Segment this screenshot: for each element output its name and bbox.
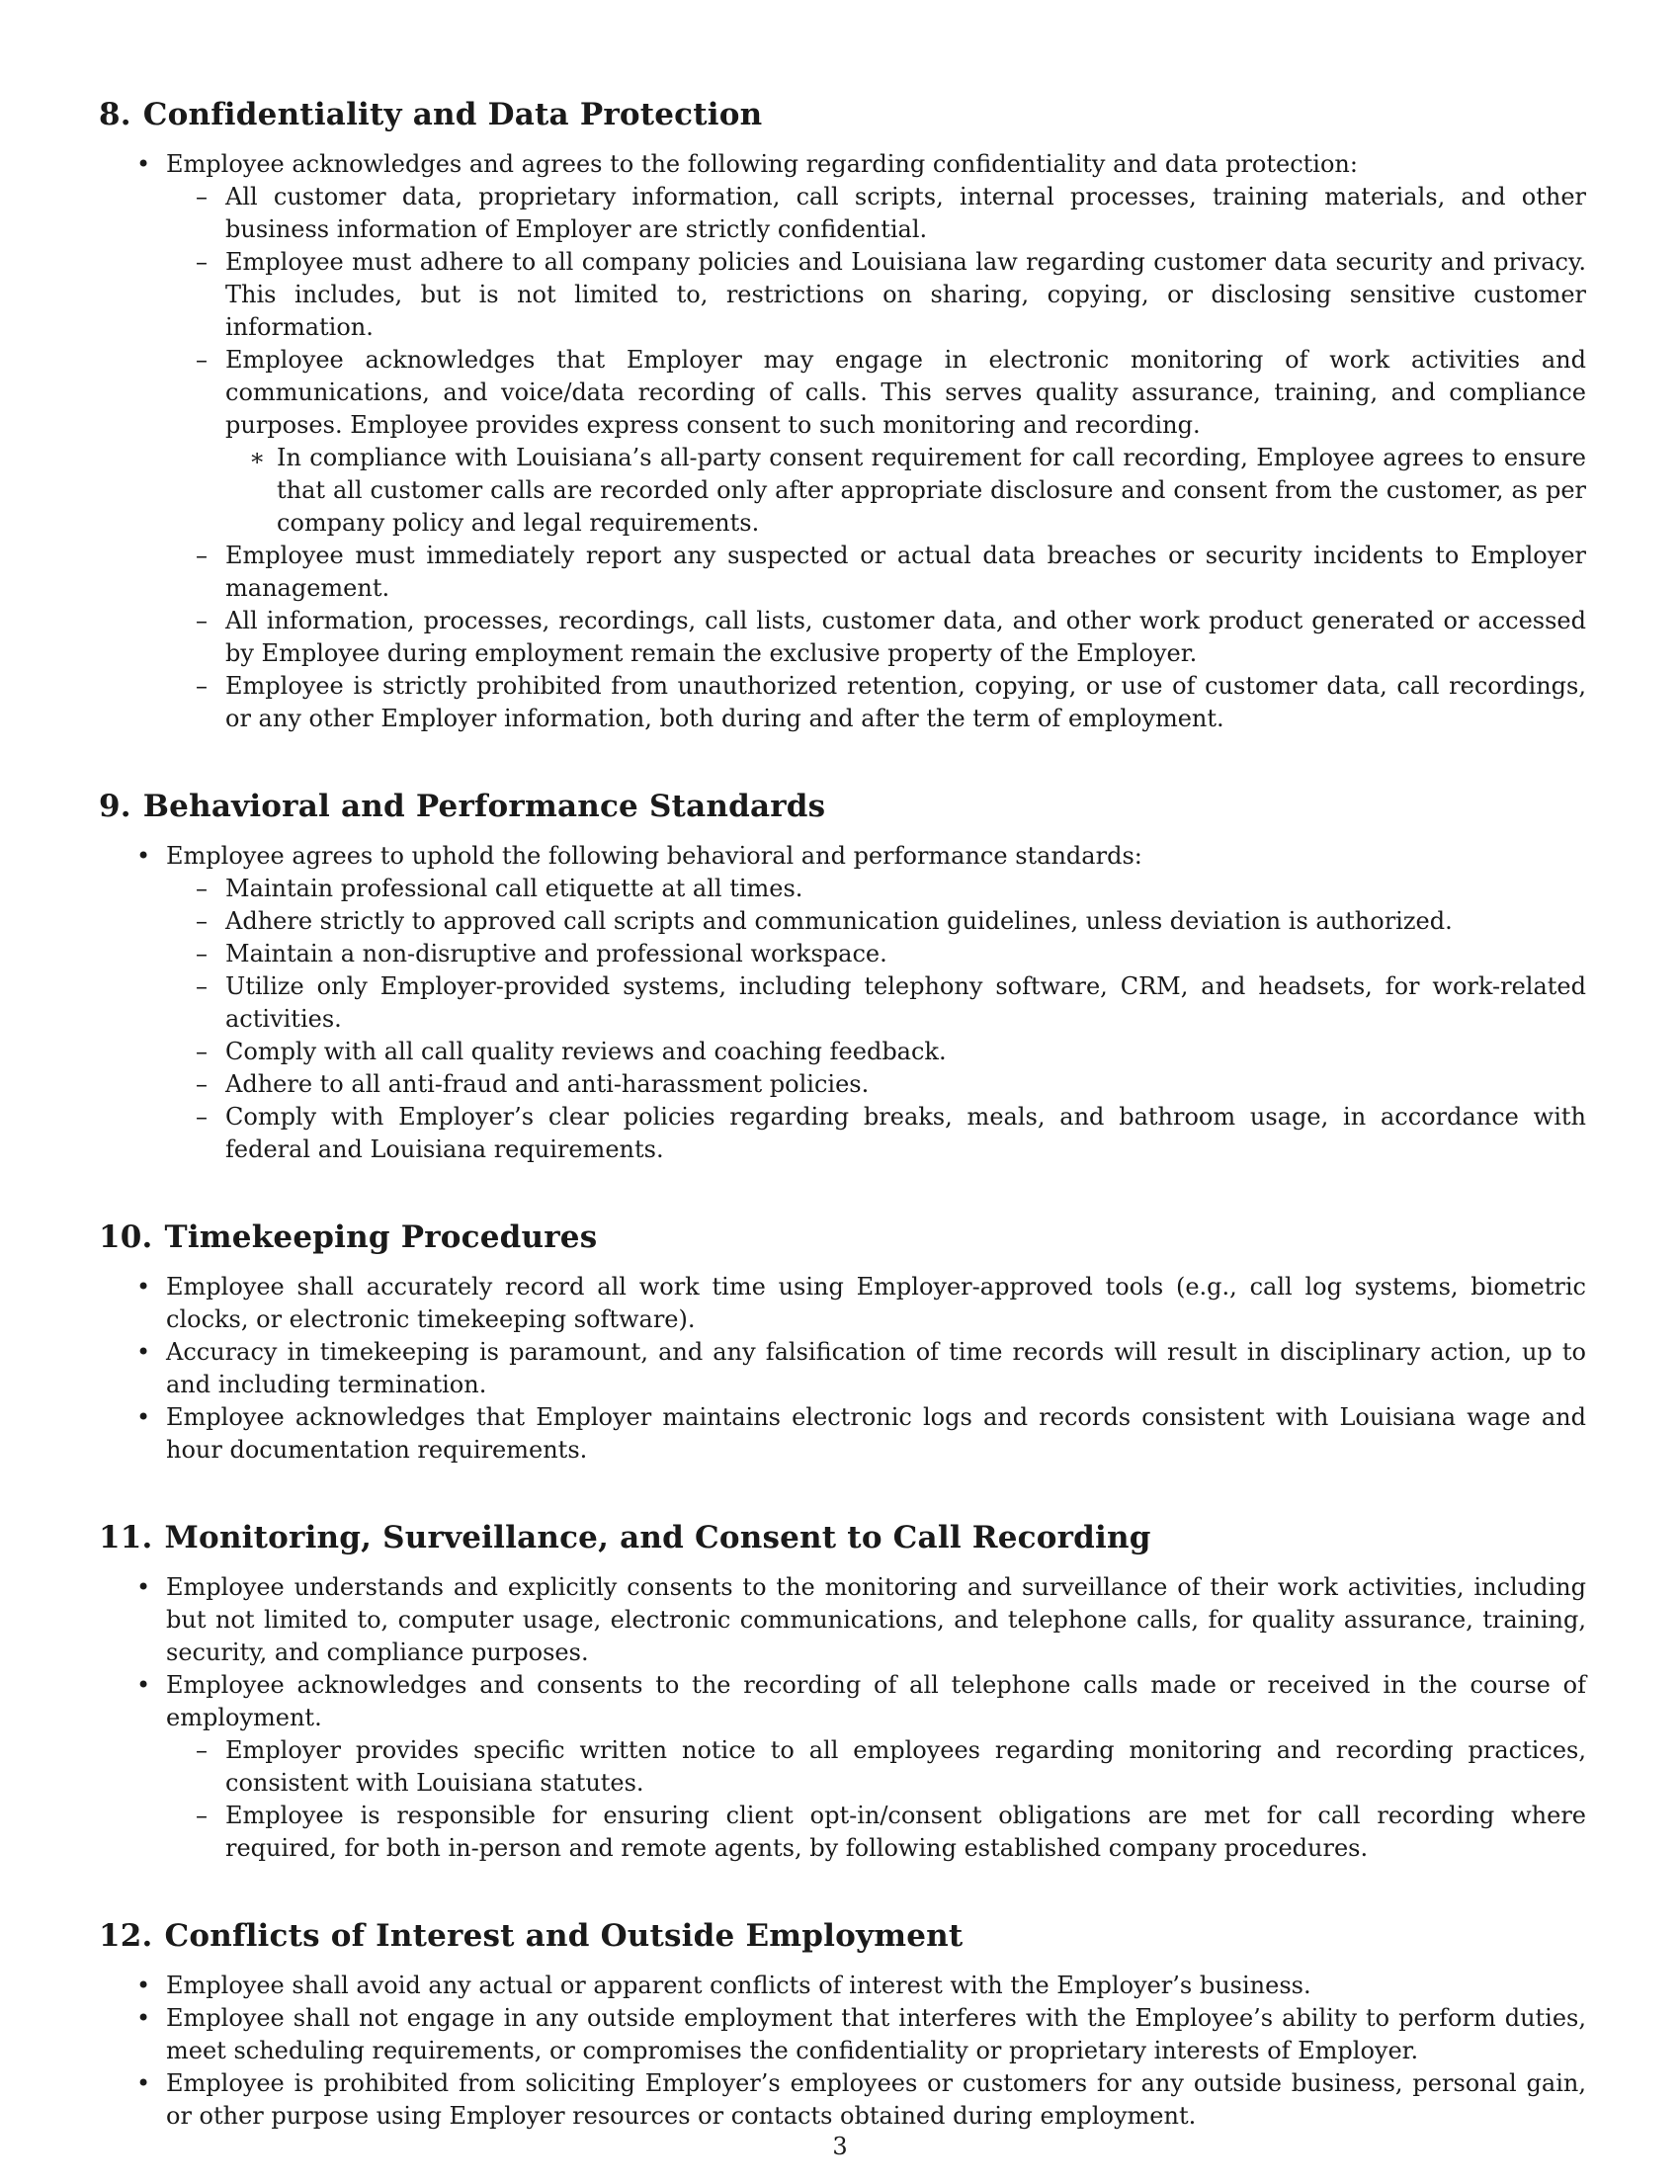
sub-list-item: – Employer provides specific written notice to all employees regarding monitoring and recording practices, consistent with Louisiana statutes. [166,1734,1586,1800]
bullet-list [99,840,1586,1166]
section-heading: 10. Timekeeping Procedures [99,1219,598,1255]
list-item: • Employee shall accurately record all work time using Employer-approved tools (e.g., call log systems, biometric clocks, or electronic timekeeping software). [99,1271,1586,1336]
section-heading: 8. Confidentiality and Data Protection [99,97,763,132]
sub-list-item: – Maintain professional call etiquette at all times. [166,873,1586,905]
document-page [99,95,1586,2184]
page-number: 3 [832,2133,848,2160]
list-item: • Employee acknowledges that Employer maintains electronic logs and records consistent with Louisiana wage and hour documentation requirements. [99,1401,1586,1467]
sub-list-item: – Employee acknowledges that Employer may engage in electronic monitoring of work activities and communications, and voice/data recording of calls. This serves quality assurance, training, and compliance purposes. Employee provides express consent to such monitoring and recording. ∗ In compliance with Louisiana’s all-party consent requirement for call recording, Employee agrees to ensure that all customer calls are recorded only after appropriate disclosure and consent from the customer, as per company policy and legal requirements. [166,344,1586,540]
sub-list-item: – Utilize only Employer-provided systems, including telephony software, CRM, and headsets, for work-related activities. [166,970,1586,1036]
section-heading: 12. Conflicts of Interest and Outside Employment [99,1918,964,1954]
sub-list-item: – Adhere strictly to approved call scripts and communication guidelines, unless deviation is authorized. [166,905,1586,938]
section-8 [99,95,1586,735]
sub-list [166,873,1586,1166]
section-9 [99,787,1586,1166]
sub-list-item: – Employee is strictly prohibited from unauthorized retention, copying, or use of customer data, call recordings, or any other Employer information, both during and after the term of employment. [166,670,1586,735]
sub-list-item: – All information, processes, recordings, call lists, customer data, and other work product generated or accessed by Employee during employment remain the exclusive property of the Employer. [166,605,1586,670]
bullet-list [99,1271,1586,1467]
sub-list-item: – Employee is responsible for ensuring client opt-in/consent obligations are met for call recording where required, for both in-person and remote agents, by following established company procedures. [166,1800,1586,1865]
sub-list-item: – All customer data, proprietary information, call scripts, internal processes, training materials, and other business information of Employer are strictly confidential. [166,181,1586,246]
sub-list-item: – Employee must immediately report any suspected or actual data breaches or security incidents to Employer management. [166,540,1586,605]
sub-list-item: – Comply with Employer’s clear policies regarding breaks, meals, and bathroom usage, in accordance with federal and Louisiana requirements. [166,1101,1586,1166]
list-item: • Employee acknowledges and consents to the recording of all telephone calls made or received in the course of employment. – Employer provides specific written notice to all employees regarding monitoring and recording practices, consistent with Louisiana statutes. – Employee is responsible for ensuring client opt-in/consent obligations are met for call recording where required, for both in-person and remote agents, by following established company procedures. [99,1669,1586,1865]
section-12 [99,1916,1586,2133]
sub-list-item: – Adhere to all anti-fraud and anti-harassment policies. [166,1068,1586,1101]
sub-list-item: – Maintain a non-disruptive and professional workspace. [166,938,1586,970]
sub-list-item: – Employee must adhere to all company policies and Louisiana law regarding customer data security and privacy. This includes, but is not limited to, restrictions on sharing, copying, or disclosing sensitive customer information. [166,246,1586,344]
list-item: • Employee shall not engage in any outside employment that interferes with the Employee’s ability to perform duties, meet scheduling requirements, or compromises the confidentiality or proprietary interests of Employer. [99,2002,1586,2067]
list-item: • Accuracy in timekeeping is paramount, and any falsification of time records will result in disciplinary action, up to and including termination. [99,1336,1586,1401]
list-item: • Employee understands and explicitly consents to the monitoring and surveillance of their work activities, including but not limited to, computer usage, electronic communications, and telephone calls, for quality assurance, training, security, and compliance purposes. [99,1571,1586,1669]
list-item: • Employee agrees to uphold the following behavioral and performance standards: – Maintain professional call etiquette at all times. – Adhere strictly to approved call scripts and communication guidelines, unless deviation is authorized. – Maintain a non-disruptive and professional workspace. – Utilize only Employer-provided systems, including telephony software, CRM, and headsets, for work-related activities. – Comply with all call quality reviews and coaching feedback. – Adhere to all anti-fraud and anti-harassment policies. – Comply with Employer’s clear policies regarding breaks, meals, and bathroom usage, in accordance with federal and Louisiana requirements. [99,840,1586,1166]
bullet-list [99,1571,1586,1865]
list-item: • Employee shall avoid any actual or apparent conflicts of interest with the Employer’s business. [99,1970,1586,2002]
bullet-list [99,1970,1586,2133]
section-heading: 11. Monitoring, Surveillance, and Consent to Call Recording [99,1520,1151,1555]
sub-list [166,181,1586,735]
sub-list [166,1734,1586,1865]
sub-sub-list-item: ∗ In compliance with Louisiana’s all-party consent requirement for call recording, Employee agrees to ensure that all customer calls are recorded only after appropriate disclosure and consent from the customer, as per company policy and legal requirements. [225,442,1586,540]
sub-sub-list [225,442,1586,540]
bullet-list [99,148,1586,735]
list-item: • Employee is prohibited from soliciting Employer’s employees or customers for any outside business, personal gain, or other purpose using Employer resources or contacts obtained during employment. [99,2067,1586,2133]
sub-list-item: – Comply with all call quality reviews and coaching feedback. [166,1036,1586,1068]
section-11 [99,1518,1586,1865]
section-10 [99,1218,1586,1467]
section-heading: 9. Behavioral and Performance Standards [99,789,826,824]
list-item: • Employee acknowledges and agrees to the following regarding confidentiality and data protection: – All customer data, proprietary information, call scripts, internal processes, training materials, and other business information of Employer are strictly confidential. – Employee must adhere to all company policies and Louisiana law regarding customer data security and privacy. This includes, but is not limited to, restrictions on sharing, copying, or disclosing sensitive customer information. – Employee acknowledges that Employer may engage in electronic monitoring of work activities and communications, and voice/data recording of calls. This serves quality assurance, training, and compliance purposes. Employee provides express consent to such monitoring and recording. ∗ In compliance with Louisiana’s all-party consent requirement for call recording, Employee agrees to ensure that all customer calls are recorded only after appropriate disclosure and consent from the customer, as per company policy and legal requirements. – Employee must immediately report any suspected or actual data breaches or security incidents to Employer management. – All information, processes, recordings, call lists, customer data, and other work product generated or accessed by Employee during employment remain the exclusive property of the Employer. – Employee is strictly prohibited from unauthorized retention, copying, or use of customer data, call recordings, or any other Employer information, both during and after the term of employment. [99,148,1586,735]
